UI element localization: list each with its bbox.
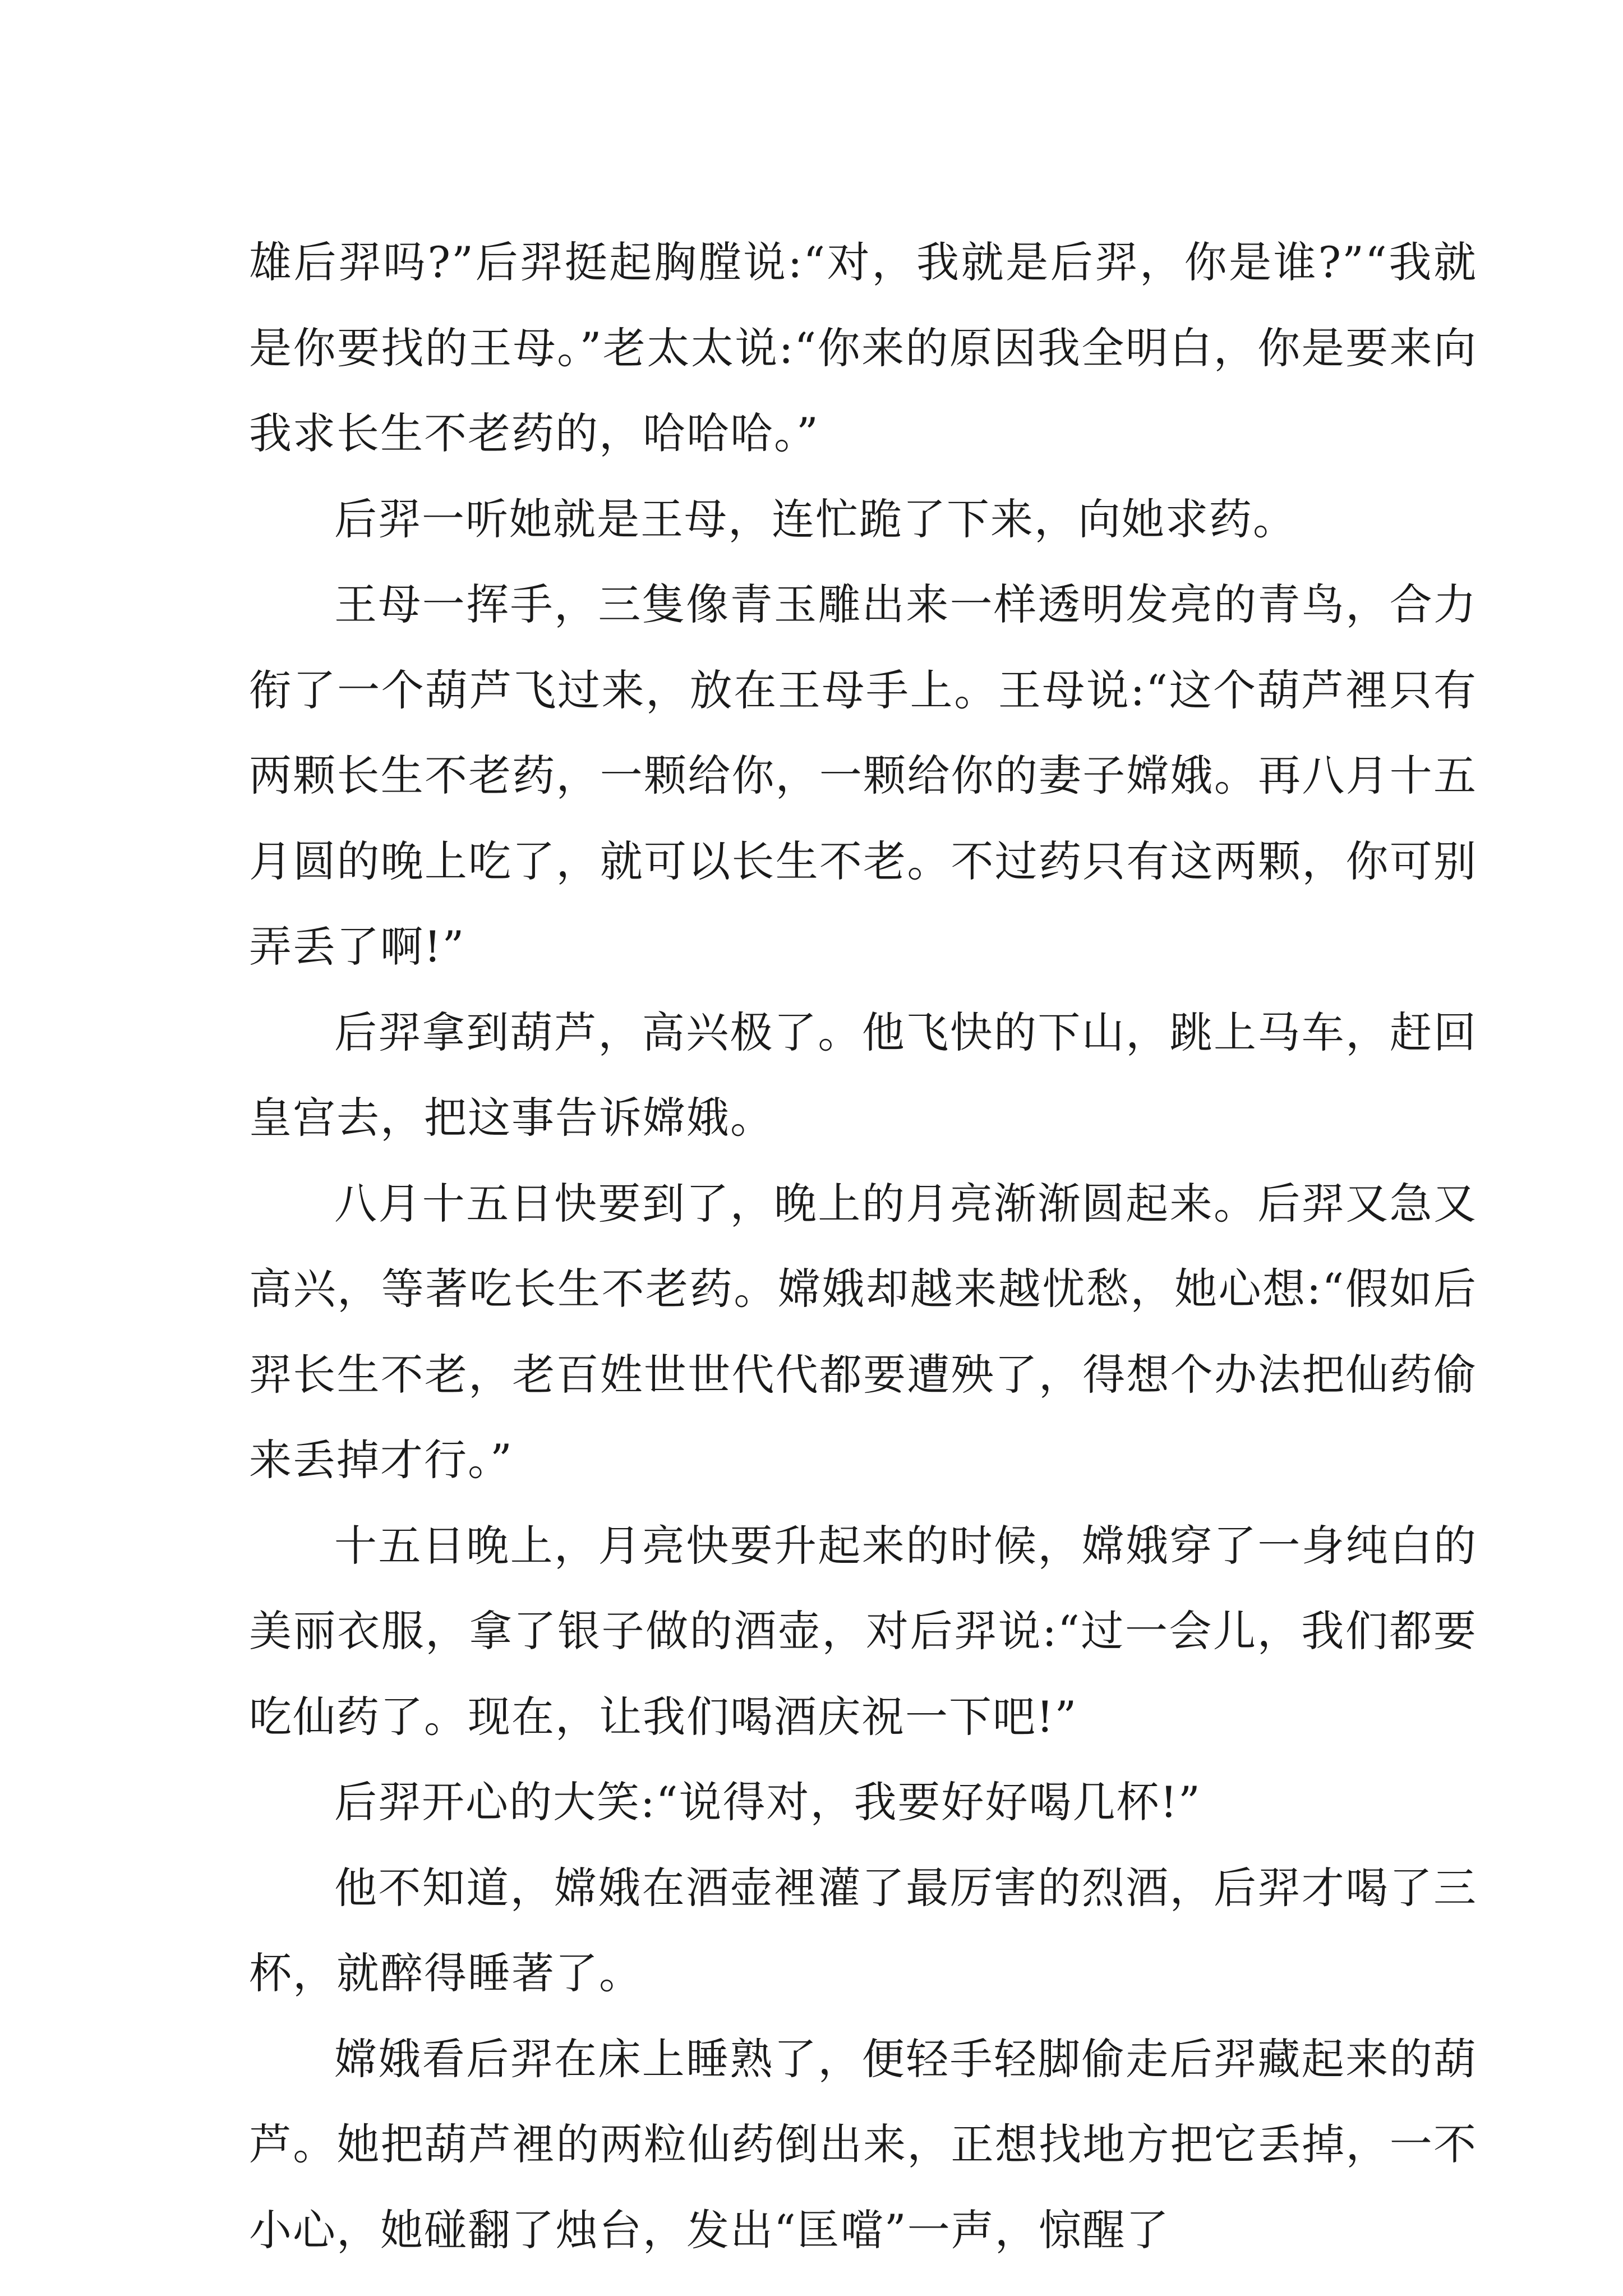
paragraph-1: 雄后羿吗?”后羿挺起胸膛说:“对，我就是后羿，你是谁?”“我就是你要找的王母。”老太太说:“你来的原因我全明白，你是要来向我求长生不老药的，哈哈哈。” (249, 237, 1477, 458)
paragraph-7: 后羿开心的大笑:“说得对，我要好好喝几杯!” (334, 1777, 1201, 1827)
paragraph-9: 嫦娥看后羿在床上睡熟了，便轻手轻脚偷走后羿藏起来的葫芦。她把葫芦裡的两粒仙药倒出来，正想找地方把它丢掉，一不小心，她碰翻了烛台，发出“匡噹”一声，惊醒了 (249, 2033, 1477, 2255)
story-text (249, 220, 1477, 2273)
paragraph-8: 他不知道，嫦娥在酒壶裡灌了最厉害的烈酒，后羿才喝了三杯，就醉得睡著了。 (249, 1862, 1477, 1998)
paragraph-2: 后羿一听她就是王母，连忙跪了下来，向她求药。 (334, 494, 1297, 544)
paragraph-4: 后羿拿到葫芦，高兴极了。他飞快的下山，跳上马车，赶回皇宫去，把这事告诉嫦娥。 (249, 1007, 1477, 1143)
paragraph-3: 王母一挥手，三隻像青玉雕出来一样透明发亮的青鸟，合力衔了一个葫芦飞过来，放在王母手上。王母说:“这个葫芦裡只有两颗长生不老药，一颗给你，一颗给你的妻子嫦娥。再八月十五月圆的晚上吃了，就可以长生不老。不过药只有这两颗，你可别弄丢了啊!” (249, 579, 1477, 972)
paragraph-5: 八月十五日快要到了，晚上的月亮渐渐圆起来。后羿又急又高兴，等著吃长生不老药。嫦娥却越来越忧愁，她心想:“假如后羿长生不老，老百姓世世代代都要遭殃了，得想个办法把仙药偷来丢掉才行。” (249, 1178, 1477, 1485)
paragraph-6: 十五日晚上，月亮快要升起来的时候，嫦娥穿了一身纯白的美丽衣服，拿了银子做的酒壶，对后羿说:“过一会儿，我们都要吃仙药了。现在，让我们喝酒庆祝一下吧!” (249, 1520, 1477, 1742)
